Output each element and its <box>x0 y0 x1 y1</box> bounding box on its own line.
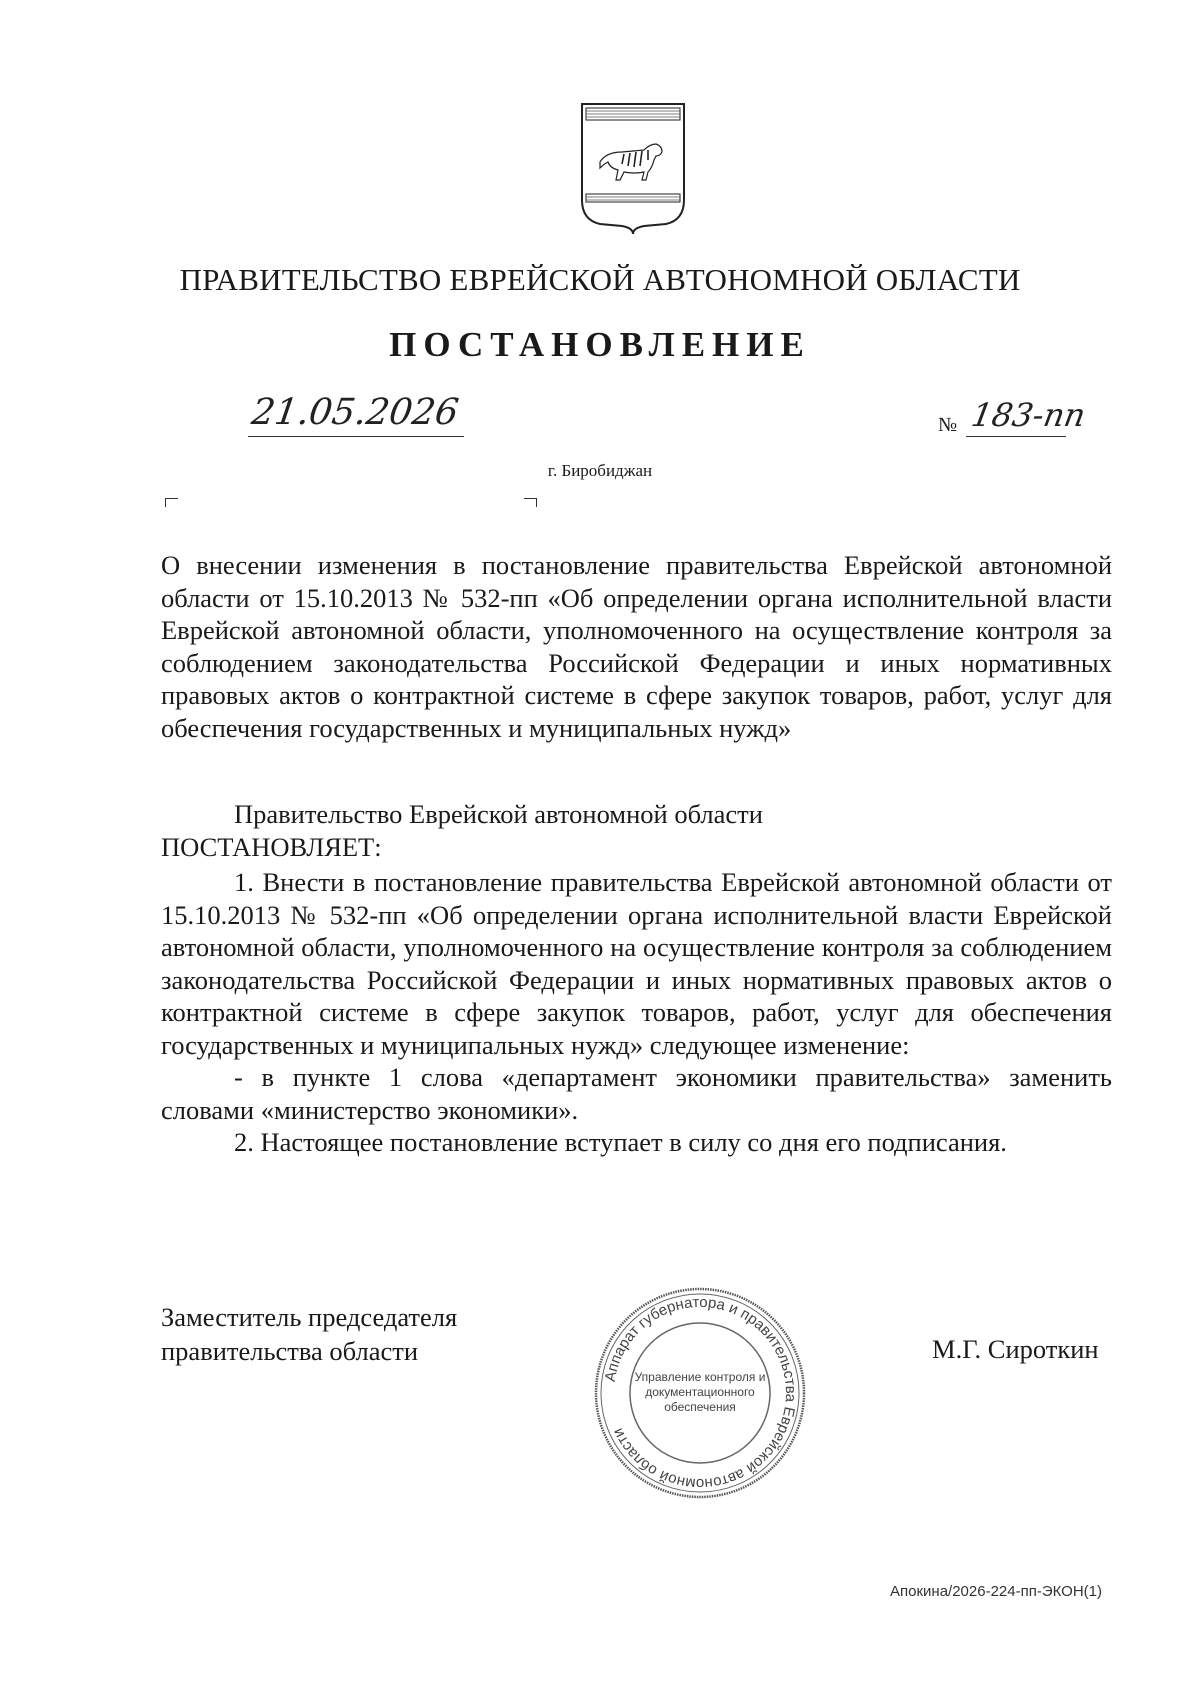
coat-of-arms-emblem <box>578 100 688 236</box>
date-underline <box>248 436 464 437</box>
seal-center-line2: документационного <box>645 1385 755 1399</box>
signatory-position-line1: Заместитель председателя <box>161 1302 458 1332</box>
item-1-sub: - в пункте 1 слова «департамент экономики правительства» заменить словами «министерство экономики». <box>161 1062 1112 1125</box>
item-1: 1. Внести в постановление правительства Еврейской автономной области от 15.10.2013 № 532-пп «Об определении органа исполнительной власти Еврейской автономной области, уполномоченного на осуществление контроля за соблюдением законодательства Российской Федерации и иных нормативных правовых актов о контрактной системе в сфере закупок товаров, работ, услуг для обеспечения государственных и муниципальных нужд» следующее изменение: <box>161 867 1112 1060</box>
handwritten-number: 183-пп <box>968 396 1089 434</box>
resolves-heading: ПОСТАНОВЛЯЕТ: <box>161 832 382 862</box>
handwritten-date: 21.05.2026 <box>249 392 462 433</box>
seal-center-line3: обеспечения <box>664 1400 736 1414</box>
subject-corner-right <box>524 498 537 507</box>
footer-document-code: Апокина/2026-224-пп-ЭКОН(1) <box>890 1583 1103 1600</box>
government-title: ПРАВИТЕЛЬСТВО ЕВРЕЙСКОЙ АВТОНОМНОЙ ОБЛАСТИ <box>179 262 1021 297</box>
official-seal-stamp <box>590 1283 810 1503</box>
number-label: № <box>938 414 958 436</box>
number-underline <box>966 436 1066 437</box>
preamble: Правительство Еврейской автономной области <box>234 799 763 829</box>
item-2: 2. Настоящее постановление вступает в силу со дня его подписания. <box>234 1127 1007 1157</box>
seal-center-line1: Управление контроля и <box>634 1370 766 1384</box>
signatory-position <box>161 1300 457 1368</box>
signatory-position-line2: правительства области <box>161 1336 419 1366</box>
seal-ring-text: Аппарат губернатора и правительства Еврейской автономной области <box>601 1293 800 1493</box>
document-type-title: ПОСТАНОВЛЕНИЕ <box>389 325 811 364</box>
document-subject: О внесении изменения в постановление правительства Еврейской автономной области от 15.10.2013 № 532-пп «Об определении органа исполнительной власти Еврейской автономной области, уполномоченного на осуществление контроля за соблюдением законодательства Российской Федерации и иных нормативных правовых актов о контрактной системе в сфере закупок товаров, работ, услуг для обеспечения государственных и муниципальных нужд» <box>161 550 1112 743</box>
signatory-name: М.Г. Сироткин <box>932 1334 1099 1364</box>
resolution-body <box>161 866 1112 1159</box>
subject-corner-left <box>165 498 178 507</box>
city-label: г. Биробиджан <box>547 461 653 480</box>
